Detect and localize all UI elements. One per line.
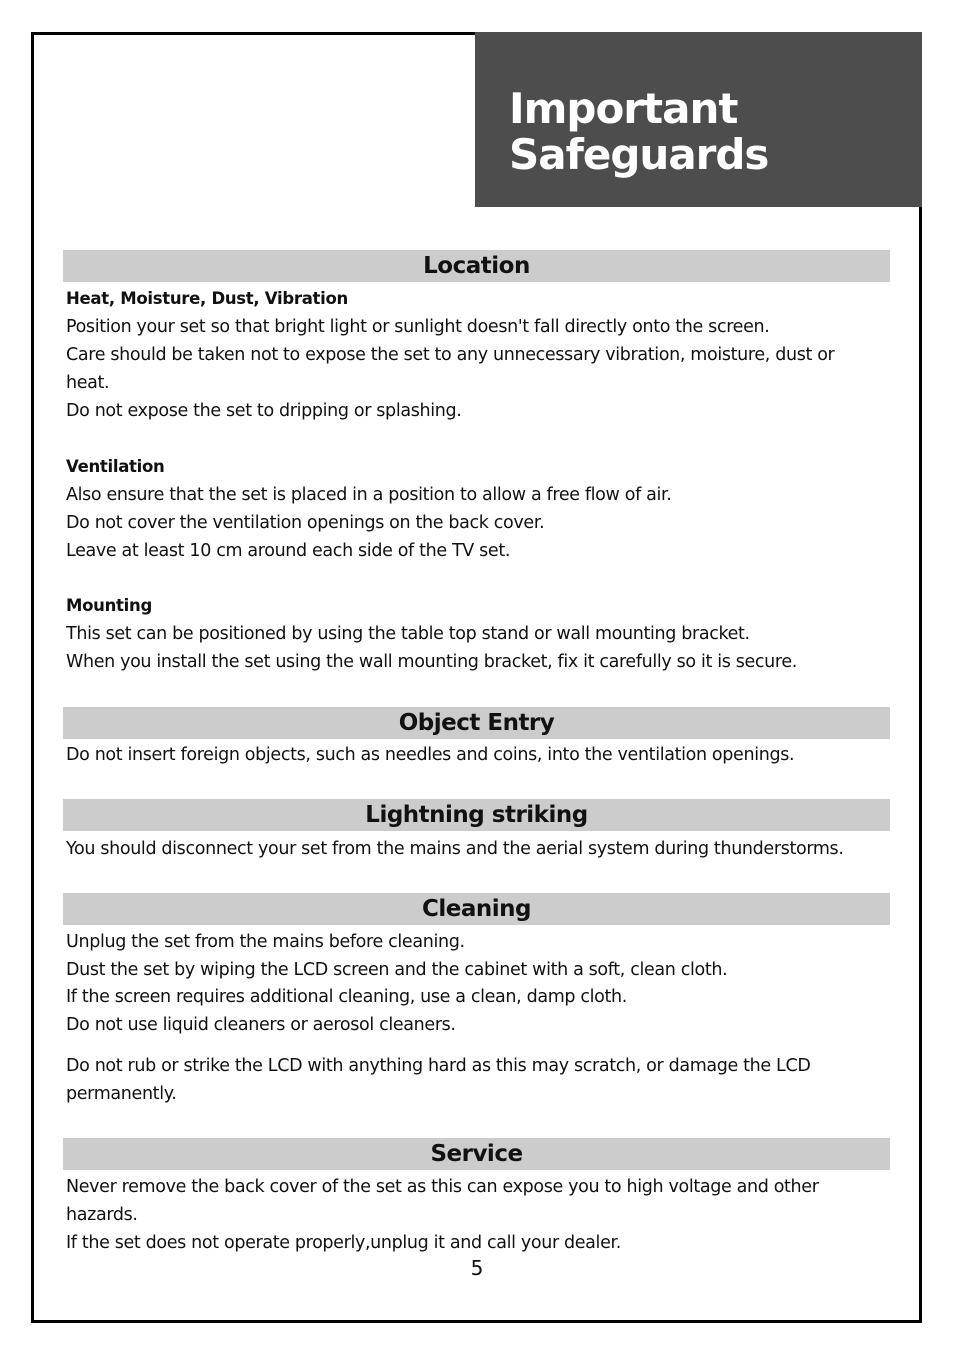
subheading-ventilation: Ventilation — [66, 457, 165, 476]
text-line: Do not insert foreign objects, such as needles and coins, into the ventilation openings. — [66, 745, 795, 765]
subheading-mounting: Mounting — [66, 596, 152, 615]
section-heading-cleaning: Cleaning — [63, 893, 890, 925]
page-title — [509, 86, 768, 178]
text-line: Care should be taken not to expose the set to any unnecessary vibration, moisture, dust or — [66, 345, 835, 365]
text-line: Do not cover the ventilation openings on the back cover. — [66, 513, 545, 533]
page-border — [31, 32, 922, 1323]
text-line: When you install the set using the wall mounting bracket, fix it carefully so it is secure. — [66, 652, 797, 672]
text-line: Do not rub or strike the LCD with anything hard as this may scratch, or damage the LCD — [66, 1056, 811, 1076]
title-line-1: Important — [509, 84, 738, 133]
section-heading-service: Service — [63, 1138, 890, 1170]
text-line: permanently. — [66, 1084, 177, 1104]
text-line: Dust the set by wiping the LCD screen and the cabinet with a soft, clean cloth. — [66, 960, 728, 980]
subheading-heat: Heat, Moisture, Dust, Vibration — [66, 289, 348, 308]
text-line: Do not use liquid cleaners or aerosol cleaners. — [66, 1015, 456, 1035]
text-line: If the screen requires additional cleaning, use a clean, damp cloth. — [66, 987, 627, 1007]
text-line: This set can be positioned by using the table top stand or wall mounting bracket. — [66, 624, 750, 644]
text-line: You should disconnect your set from the mains and the aerial system during thunderstorms. — [66, 839, 844, 859]
section-heading-object-entry: Object Entry — [63, 707, 890, 739]
section-heading-location: Location — [63, 250, 890, 282]
title-banner — [475, 32, 922, 207]
title-line-2: Safeguards — [509, 130, 769, 179]
section-heading-lightning: Lightning striking — [63, 799, 890, 831]
text-line: If the set does not operate properly,unplug it and call your dealer. — [66, 1233, 621, 1253]
text-line: Do not expose the set to dripping or splashing. — [66, 401, 462, 421]
text-line: Position your set so that bright light or sunlight doesn't fall directly onto the screen. — [66, 317, 770, 337]
text-line: heat. — [66, 373, 110, 393]
text-line: Leave at least 10 cm around each side of the TV set. — [66, 541, 511, 561]
text-line: Unplug the set from the mains before cleaning. — [66, 932, 465, 952]
page-number: 5 — [470, 1256, 484, 1280]
text-line: hazards. — [66, 1205, 138, 1225]
text-line: Also ensure that the set is placed in a position to allow a free flow of air. — [66, 485, 672, 505]
text-line: Never remove the back cover of the set as this can expose you to high voltage and other — [66, 1177, 819, 1197]
